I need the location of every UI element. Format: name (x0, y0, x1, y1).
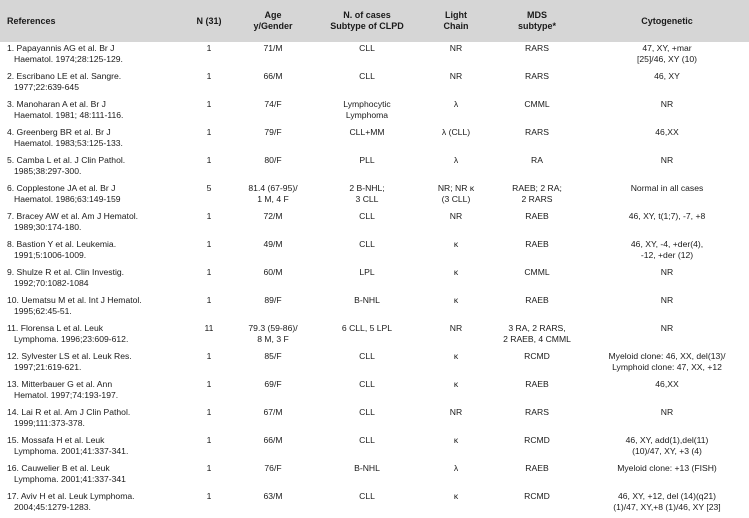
cell-mds-subtype (489, 379, 585, 406)
cell-light-chain-text: λ (453, 99, 459, 109)
header-age-gender: Age y/Gender (253, 10, 293, 31)
cell-light-chain (423, 183, 489, 210)
cell-mds-subtype-text: 3 RA, 2 RARS, (508, 323, 566, 333)
cell-reference-text: Hematol. 1997;74:193-197. (14, 389, 119, 400)
cell-n-text: 1 (206, 435, 212, 445)
cell-reference-text: 4. Greenberg BR et al. Br J (7, 127, 111, 137)
table-row (0, 406, 749, 434)
cell-cytogenetic (585, 239, 749, 266)
cell-cytogenetic-text: (10)/47, XY, +3 (4) (632, 445, 702, 456)
cell-age-gender-text: 89/F (264, 295, 282, 305)
cell-n (183, 155, 235, 182)
cell-reference-text: 10. Uematsu M et al. Int J Hematol. (7, 295, 142, 305)
cell-light-chain (423, 463, 489, 490)
cell-age-gender (235, 239, 311, 266)
cell-reference (0, 407, 183, 434)
cell-cytogenetic (585, 155, 749, 182)
cell-subtype-text: CLL (359, 351, 375, 361)
cell-mds-subtype-text: 2 RAEB, 4 CMML (503, 333, 571, 344)
cell-reference-text: 11. Florensa L et al. Leuk (7, 323, 104, 333)
cell-reference-text: 6. Copplestone JA et al. Br J (7, 183, 116, 193)
cell-mds-subtype (489, 211, 585, 238)
cell-mds-subtype-text: RAEB (525, 211, 549, 221)
cell-light-chain-text: κ (453, 239, 459, 249)
cell-reference-text: 1997;21:619-621. (14, 361, 82, 372)
cell-age-gender-text: 66/M (263, 435, 283, 445)
cell-mds-subtype (489, 267, 585, 294)
cell-subtype-text: CLL (359, 491, 375, 501)
cell-mds-subtype-text: CMML (524, 267, 550, 277)
cell-cytogenetic (585, 295, 749, 322)
cell-age-gender-text: 63/M (263, 491, 283, 501)
cell-light-chain-text: λ (453, 155, 459, 165)
cell-cytogenetic-text: 46, XY (654, 71, 680, 81)
cell-reference-text: 12. Sylvester LS et al. Leuk Res. (7, 351, 132, 361)
table-row (0, 154, 749, 182)
cell-mds-subtype (489, 155, 585, 182)
cell-subtype-text: CLL (359, 239, 375, 249)
cell-n-text: 1 (206, 463, 212, 473)
table-row (0, 266, 749, 294)
cell-subtype-text: CLL+MM (349, 127, 385, 137)
cell-reference-text: 14. Lai R et al. Am J Clin Pathol. (7, 407, 131, 417)
cell-n (183, 183, 235, 210)
table-row (0, 238, 749, 266)
cell-light-chain-text: NR (449, 71, 463, 81)
cell-n-text: 1 (206, 71, 212, 81)
cell-age-gender (235, 71, 311, 98)
cell-age-gender-text: 79.3 (59-86)/ (248, 323, 298, 333)
cell-n-text: 1 (206, 407, 212, 417)
cell-mds-subtype (489, 43, 585, 70)
cell-light-chain (423, 267, 489, 294)
cell-cytogenetic (585, 43, 749, 70)
cell-reference-text: Lymphoma. 2001;41:337-341. (14, 445, 129, 456)
cell-cytogenetic-text: 46, XY, t(1;7), -7, +8 (628, 211, 706, 221)
cell-light-chain (423, 71, 489, 98)
cell-age-gender-text: 1 M, 4 F (257, 193, 289, 204)
cell-light-chain-text: (3 CLL) (441, 193, 471, 204)
cell-subtype (311, 71, 423, 98)
cell-light-chain-text: κ (453, 267, 459, 277)
cell-subtype (311, 99, 423, 126)
cell-mds-subtype-text: RARS (525, 71, 549, 81)
cell-reference-text: 2004;45:1279-1283. (14, 501, 91, 512)
table-row (0, 70, 749, 98)
cell-n (183, 407, 235, 434)
cell-mds-subtype-text: RAEB (525, 295, 549, 305)
cell-subtype (311, 127, 423, 154)
cell-age-gender-text: 79/F (264, 127, 282, 137)
cell-age-gender-text: 76/F (264, 463, 282, 473)
cell-light-chain (423, 379, 489, 406)
cell-cytogenetic (585, 267, 749, 294)
cell-n (183, 379, 235, 406)
cell-age-gender-text: 66/M (263, 71, 283, 81)
cell-mds-subtype (489, 239, 585, 266)
cell-subtype-text: CLL (359, 379, 375, 389)
table-row (0, 350, 749, 378)
cell-subtype-text: B-NHL (354, 295, 380, 305)
cell-light-chain-text: NR (449, 407, 463, 417)
cell-reference (0, 211, 183, 238)
cell-n-text: 11 (204, 323, 214, 333)
cell-reference (0, 71, 183, 98)
cell-reference-text: Lymphoma. 1996;23:609-612. (14, 333, 129, 344)
cell-cytogenetic-text: Normal in all cases (630, 183, 704, 193)
cell-reference-text: Haematol. 1974;28:125-129. (14, 53, 123, 64)
cell-subtype-text: Lymphoma (345, 109, 389, 120)
cell-n-text: 1 (206, 239, 212, 249)
cell-reference (0, 323, 183, 350)
table-row (0, 322, 749, 350)
header-references: References (7, 15, 56, 26)
cell-reference-text: 13. Mitterbauer G et al. Ann (7, 379, 113, 389)
cell-age-gender (235, 323, 311, 350)
cell-age-gender-text: 60/M (263, 267, 283, 277)
cell-age-gender (235, 211, 311, 238)
cell-subtype-text: 3 CLL (355, 193, 379, 204)
cell-mds-subtype-text: RAEB; 2 RA; (512, 183, 562, 193)
cell-subtype (311, 211, 423, 238)
cell-subtype-text: CLL (359, 71, 375, 81)
cell-cytogenetic-text: NR (660, 323, 674, 333)
cell-cytogenetic (585, 211, 749, 238)
cell-cytogenetic (585, 407, 749, 434)
cell-mds-subtype-text: RARS (525, 127, 549, 137)
cell-mds-subtype-text: RCMD (524, 351, 550, 361)
cell-cytogenetic (585, 435, 749, 462)
cell-age-gender (235, 463, 311, 490)
cell-age-gender-text: 80/F (264, 155, 282, 165)
cell-reference-text: 8. Bastion Y et al. Leukemia. (7, 239, 117, 249)
cell-light-chain (423, 99, 489, 126)
cell-reference (0, 239, 183, 266)
cell-mds-subtype-text: CMML (524, 99, 550, 109)
cell-n-text: 5 (206, 183, 212, 193)
cell-light-chain-text: κ (453, 379, 459, 389)
cell-reference (0, 183, 183, 210)
cell-n (183, 211, 235, 238)
cell-subtype (311, 379, 423, 406)
cell-n (183, 463, 235, 490)
cell-reference-text: 5. Camba L et al. J Clin Pathol. (7, 155, 126, 165)
table-body (0, 42, 749, 518)
table-row (0, 182, 749, 210)
cell-age-gender-text: 71/M (263, 43, 283, 53)
cell-light-chain (423, 435, 489, 462)
cell-cytogenetic-text: [25]/46, XY (10) (636, 53, 698, 64)
cell-reference (0, 127, 183, 154)
cell-cytogenetic (585, 183, 749, 210)
cell-age-gender-text: 72/M (263, 211, 283, 221)
cell-n (183, 435, 235, 462)
cell-mds-subtype-text: 2 RARS (521, 193, 553, 204)
cell-age-gender (235, 155, 311, 182)
cell-n-text: 1 (206, 155, 212, 165)
header-cytogenetic: Cytogenetic (641, 15, 693, 26)
cell-reference-text: Haematol. 1981; 48:111-116. (14, 109, 124, 120)
header-subtype-clpd: N. of cases Subtype of CLPD (330, 10, 404, 31)
cell-reference-text: 2. Escribano LE et al. Sangre. (7, 71, 122, 81)
table-row (0, 378, 749, 406)
cell-light-chain (423, 211, 489, 238)
cell-subtype-text: CLL (359, 211, 375, 221)
cell-reference-text: 1999;111:373-378. (14, 417, 85, 428)
cell-mds-subtype-text: RCMD (524, 491, 550, 501)
cell-cytogenetic-text: NR (660, 155, 674, 165)
cell-cytogenetic-text: 46,XX (655, 127, 679, 137)
cell-light-chain (423, 407, 489, 434)
cell-subtype-text: CLL (359, 43, 375, 53)
cell-n-text: 1 (206, 99, 212, 109)
cell-cytogenetic-text: Myeloid clone: 46, XX, del(13)/ (608, 351, 726, 361)
cell-mds-subtype-text: RA (531, 155, 543, 165)
cell-age-gender (235, 379, 311, 406)
cell-light-chain (423, 43, 489, 70)
cell-mds-subtype (489, 295, 585, 322)
cell-mds-subtype (489, 435, 585, 462)
cell-age-gender (235, 267, 311, 294)
table-row (0, 126, 749, 154)
cell-light-chain-text: κ (453, 435, 459, 445)
table-row (0, 210, 749, 238)
cell-light-chain (423, 239, 489, 266)
cell-subtype (311, 267, 423, 294)
cell-light-chain-text: λ (CLL) (441, 127, 471, 137)
cell-mds-subtype-text: RARS (525, 43, 549, 53)
cell-n-text: 1 (206, 43, 212, 53)
cell-reference (0, 155, 183, 182)
cell-light-chain-text: NR (449, 323, 463, 333)
cell-age-gender-text: 8 M, 3 F (257, 333, 289, 344)
cell-reference (0, 267, 183, 294)
table-row (0, 462, 749, 490)
cell-light-chain-text: κ (453, 351, 459, 361)
table-row (0, 42, 749, 70)
cell-reference-text: 9. Shulze R et al. Clin Investig. (7, 267, 125, 277)
header-mds-subtype: MDS subtype* (517, 10, 556, 31)
cell-subtype-text: 2 B-NHL; (349, 183, 385, 193)
cell-reference (0, 295, 183, 322)
cell-cytogenetic (585, 71, 749, 98)
cell-light-chain-text: NR (449, 211, 463, 221)
cell-reference-text: Lymphoma. 2001;41:337-341 (14, 473, 126, 484)
cell-mds-subtype (489, 463, 585, 490)
cell-cytogenetic (585, 379, 749, 406)
cell-cytogenetic (585, 351, 749, 378)
cell-subtype (311, 407, 423, 434)
cell-reference-text: 16. Cauwelier B et al. Leuk (7, 463, 110, 473)
cell-age-gender (235, 127, 311, 154)
cell-age-gender (235, 435, 311, 462)
cell-cytogenetic-text: NR (660, 267, 674, 277)
cell-subtype (311, 155, 423, 182)
cell-n-text: 1 (206, 127, 212, 137)
cell-reference-text: 1. Papayannis AG et al. Br J (7, 43, 115, 53)
cell-mds-subtype (489, 323, 585, 350)
cell-subtype (311, 323, 423, 350)
header-n: N (31) (196, 15, 222, 26)
cell-age-gender-text: 81.4 (67-95)/ (248, 183, 298, 193)
cell-age-gender-text: 85/F (264, 351, 282, 361)
cell-mds-subtype (489, 351, 585, 378)
cell-n (183, 127, 235, 154)
cell-subtype-text: Lymphocytic (343, 99, 391, 109)
cell-mds-subtype-text: RAEB (525, 239, 549, 249)
cell-light-chain (423, 323, 489, 350)
cell-reference-text: Haematol. 1983;53:125-133. (14, 137, 123, 148)
cell-mds-subtype (489, 99, 585, 126)
cell-subtype (311, 43, 423, 70)
cell-n-text: 1 (206, 211, 212, 221)
cell-n (183, 323, 235, 350)
cell-age-gender (235, 99, 311, 126)
cell-age-gender (235, 43, 311, 70)
cell-mds-subtype (489, 407, 585, 434)
cell-cytogenetic (585, 99, 749, 126)
cell-light-chain-text: κ (453, 295, 459, 305)
cell-cytogenetic (585, 127, 749, 154)
cell-light-chain-text: λ (453, 463, 459, 473)
cell-age-gender (235, 407, 311, 434)
cell-mds-subtype-text: RCMD (524, 435, 550, 445)
cell-cytogenetic (585, 463, 749, 490)
cell-subtype-text: PLL (359, 155, 375, 165)
cell-subtype (311, 239, 423, 266)
cell-cytogenetic-text: 46, XY, add(1),del(11) (625, 435, 709, 445)
cell-reference-text: 15. Mossafa H et al. Leuk (7, 435, 105, 445)
table-row (0, 434, 749, 462)
cell-reference (0, 463, 183, 490)
cell-reference (0, 43, 183, 70)
cell-light-chain (423, 127, 489, 154)
cell-reference (0, 379, 183, 406)
cell-n-text: 1 (206, 379, 212, 389)
cell-mds-subtype (489, 183, 585, 210)
cell-cytogenetic-text: 46, XY, +12, del (14)(q21) (617, 491, 717, 501)
cell-age-gender-text: 74/F (264, 99, 282, 109)
cell-age-gender-text: 69/F (264, 379, 282, 389)
table-row (0, 490, 749, 518)
cell-reference-text: 1989;30:174-180. (14, 221, 82, 232)
cell-reference-text: 7. Bracey AW et al. Am J Hematol. (7, 211, 139, 221)
cell-light-chain-text: NR; NR κ (437, 183, 475, 193)
cell-subtype-text: LPL (359, 267, 375, 277)
cell-n-text: 1 (206, 295, 212, 305)
cell-mds-subtype-text: RARS (525, 407, 549, 417)
cell-light-chain-text: NR (449, 43, 463, 53)
cell-subtype (311, 435, 423, 462)
cell-reference-text: 1985;38:297-300. (14, 165, 82, 176)
cell-light-chain (423, 155, 489, 182)
cell-light-chain (423, 295, 489, 322)
cell-subtype (311, 183, 423, 210)
header-light-chain: Light Chain (443, 10, 469, 31)
cell-mds-subtype-text: RAEB (525, 463, 549, 473)
cell-cytogenetic-text: Lymphoid clone: 47, XX, +12 (612, 361, 722, 372)
cell-cytogenetic-text: 46, XY, -4, +der(4), (630, 239, 704, 249)
cell-n-text: 1 (206, 491, 212, 501)
cell-reference-text: 17. Aviv H et al. Leuk Lymphoma. (7, 491, 135, 501)
cell-n-text: 1 (206, 267, 212, 277)
cell-cytogenetic-text: NR (660, 295, 674, 305)
table-header (0, 0, 749, 42)
cell-cytogenetic-text: 46,XX (655, 379, 679, 389)
cell-cytogenetic-text: 47, XY, +mar (642, 43, 692, 53)
cell-subtype-text: CLL (359, 435, 375, 445)
cell-light-chain-text: κ (453, 491, 459, 501)
cell-n (183, 267, 235, 294)
cell-reference-text: 3. Manoharan A et al. Br J (7, 99, 106, 109)
cell-subtype-text: 6 CLL, 5 LPL (341, 323, 393, 333)
cell-age-gender-text: 49/M (263, 239, 283, 249)
cell-age-gender (235, 183, 311, 210)
cell-n (183, 239, 235, 266)
cell-n (183, 295, 235, 322)
cell-n (183, 71, 235, 98)
cell-reference-text: 1992;70:1082-1084 (14, 277, 89, 288)
cell-light-chain (423, 351, 489, 378)
cell-subtype (311, 351, 423, 378)
cell-cytogenetic-text: -12, +der (12) (640, 249, 694, 260)
cell-n (183, 351, 235, 378)
cell-cytogenetic-text: NR (660, 99, 674, 109)
cell-cytogenetic-text: NR (660, 407, 674, 417)
cell-mds-subtype (489, 127, 585, 154)
cell-cytogenetic (585, 323, 749, 350)
cell-n-text: 1 (206, 351, 212, 361)
cell-reference (0, 99, 183, 126)
table-row (0, 98, 749, 126)
cell-cytogenetic-text: Myeloid clone: +13 (FISH) (617, 463, 717, 473)
cell-mds-subtype (489, 71, 585, 98)
cell-reference-text: 1991;5:1006-1009. (14, 249, 87, 260)
cell-subtype-text: CLL (359, 407, 375, 417)
cell-reference-text: Haematol. 1986;63:149-159 (14, 193, 121, 204)
cell-reference (0, 351, 183, 378)
cell-cytogenetic-text: (1)/47, XY,+8 (1)/46, XY [23] (613, 501, 721, 512)
cell-n (183, 43, 235, 70)
table-row (0, 294, 749, 322)
cell-age-gender (235, 351, 311, 378)
cell-reference-text: 1977;22:639-645 (14, 81, 79, 92)
cell-subtype (311, 463, 423, 490)
cell-age-gender-text: 67/M (263, 407, 283, 417)
cell-reference-text: 1995;62:45-51. (14, 305, 72, 316)
cell-n (183, 99, 235, 126)
cell-subtype-text: B-NHL (354, 463, 380, 473)
cell-subtype (311, 295, 423, 322)
cell-mds-subtype-text: RAEB (525, 379, 549, 389)
cell-reference (0, 435, 183, 462)
cell-age-gender (235, 295, 311, 322)
